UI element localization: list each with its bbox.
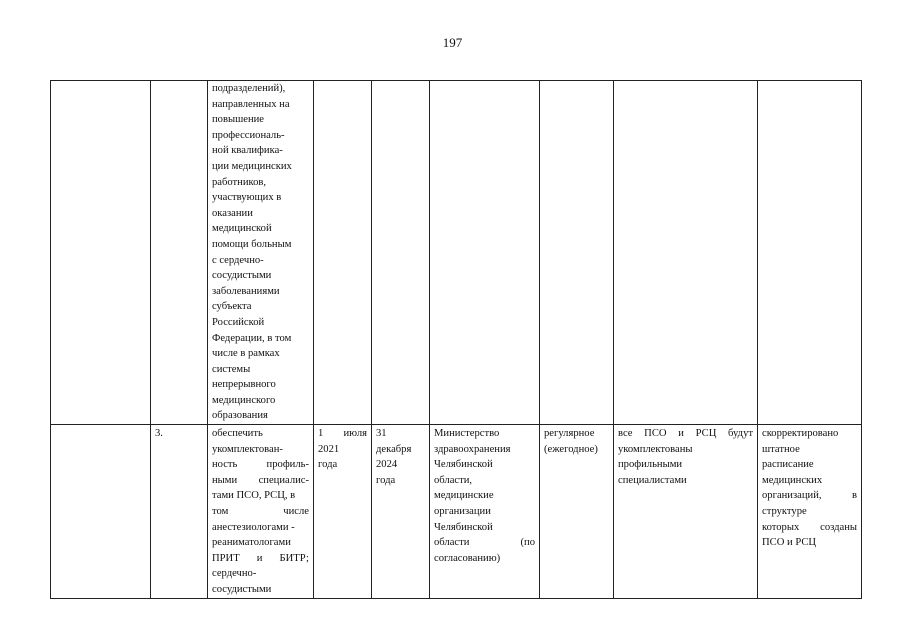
text-line: укомплектован- [212,443,283,455]
text-line: ной квалифика- [212,145,283,157]
text-line: Челябинской [434,521,493,533]
text-line: заболеваниями [212,285,280,297]
text-line: скорректировано [762,428,839,440]
text-line: обеспечить [212,428,263,440]
text-line: организации [434,506,491,518]
text-line: участвующих в [212,192,282,204]
text-line: ность профиль- [212,459,309,471]
text-line: которых созданы [762,521,857,533]
text-line: профильными [618,459,683,471]
text-line: специалистами [618,474,687,486]
text-line: помощи больным [212,238,292,250]
text-line: сосудистыми [212,270,272,282]
table-cell [430,81,540,425]
text-line: тами ПСО, РСЦ, в [212,490,296,502]
text-line: направленных на [212,98,290,110]
end-date-cell [372,425,430,599]
text-line: субъекта [212,301,252,313]
table-cell [372,81,430,425]
text-line: все ПСО и РСЦ будут [618,428,753,440]
activity-text [212,81,309,424]
table-row [51,81,862,425]
text-line: сосудистыми [212,584,272,595]
text-line: медицинские [434,490,494,502]
text-line: ции медицинских [212,160,292,172]
responsible-cell [430,425,540,599]
table-row [51,425,862,599]
text-line: Российской [212,316,265,328]
text-line: 2024 [376,459,398,471]
text-line: работников, [212,176,267,188]
result-cell [614,425,758,599]
indicator-cell [758,425,862,599]
text-line: непрерывного [212,379,276,391]
text-line: года [376,474,396,486]
text-line: подразделений), [212,83,286,94]
activity-cell [208,81,314,425]
text-line: анестезиологами - [212,521,295,533]
responsible-text [434,426,535,566]
text-line: ПРИТ и БИТР; [212,552,309,564]
table-cell [51,425,151,599]
text-line: (ежегодное) [544,443,598,455]
text-line: структуре [762,506,807,518]
table-cell [758,81,862,425]
row-number-cell [151,425,208,599]
text-line: области (по [434,537,535,549]
measures-table [50,80,862,599]
start-date-text [318,426,367,473]
text-line: ПСО и РСЦ [762,537,817,549]
text-line: повышение [212,114,264,126]
text-line: согласованию) [434,552,501,564]
text-line: том числе [212,506,309,518]
page-number: 197 [442,35,463,50]
text-line: 31 [376,428,387,440]
text-line: Федерации, в том [212,332,292,344]
table-cell [314,81,372,425]
text-line: декабря [376,443,412,455]
text-line: области, [434,474,473,486]
text-line: организаций, в [762,490,857,502]
text-line: укомплектованы [618,443,693,455]
row-number: 3. [155,428,163,440]
text-line: оказании [212,207,253,219]
indicator-text [762,426,857,551]
result-text [618,426,753,488]
text-line: с сердечно- [212,254,264,266]
text-line: 2021 [318,443,340,455]
text-line: реаниматологами [212,537,291,549]
table-cell [540,81,614,425]
text-line: медицинского [212,394,276,406]
text-line: штатное [762,443,800,455]
activity-cell [208,425,314,599]
end-date-text [376,426,425,488]
text-line: медицинской [212,223,272,235]
text-line: медицинских [762,474,823,486]
start-date-cell [314,425,372,599]
table-cell [151,81,208,425]
text-line: системы [212,363,251,375]
text-line: сердечно- [212,568,257,580]
text-line: профессиональ- [212,129,285,141]
text-line: ными специалис- [212,474,309,486]
table-cell [51,81,151,425]
table-cell [614,81,758,425]
text-line: Челябинской [434,459,493,471]
text-line: числе в рамках [212,348,280,360]
text-line: расписание [762,459,814,471]
text-line: регулярное [544,428,595,440]
text-line: здравоохранения [434,443,511,455]
text-line: года [318,459,338,471]
text-line: Министерство [434,428,500,440]
text-line: образования [212,410,268,422]
frequency-cell [540,425,614,599]
activity-text [212,426,309,598]
frequency-text [544,426,609,457]
text-line: 1 июля [318,428,367,440]
